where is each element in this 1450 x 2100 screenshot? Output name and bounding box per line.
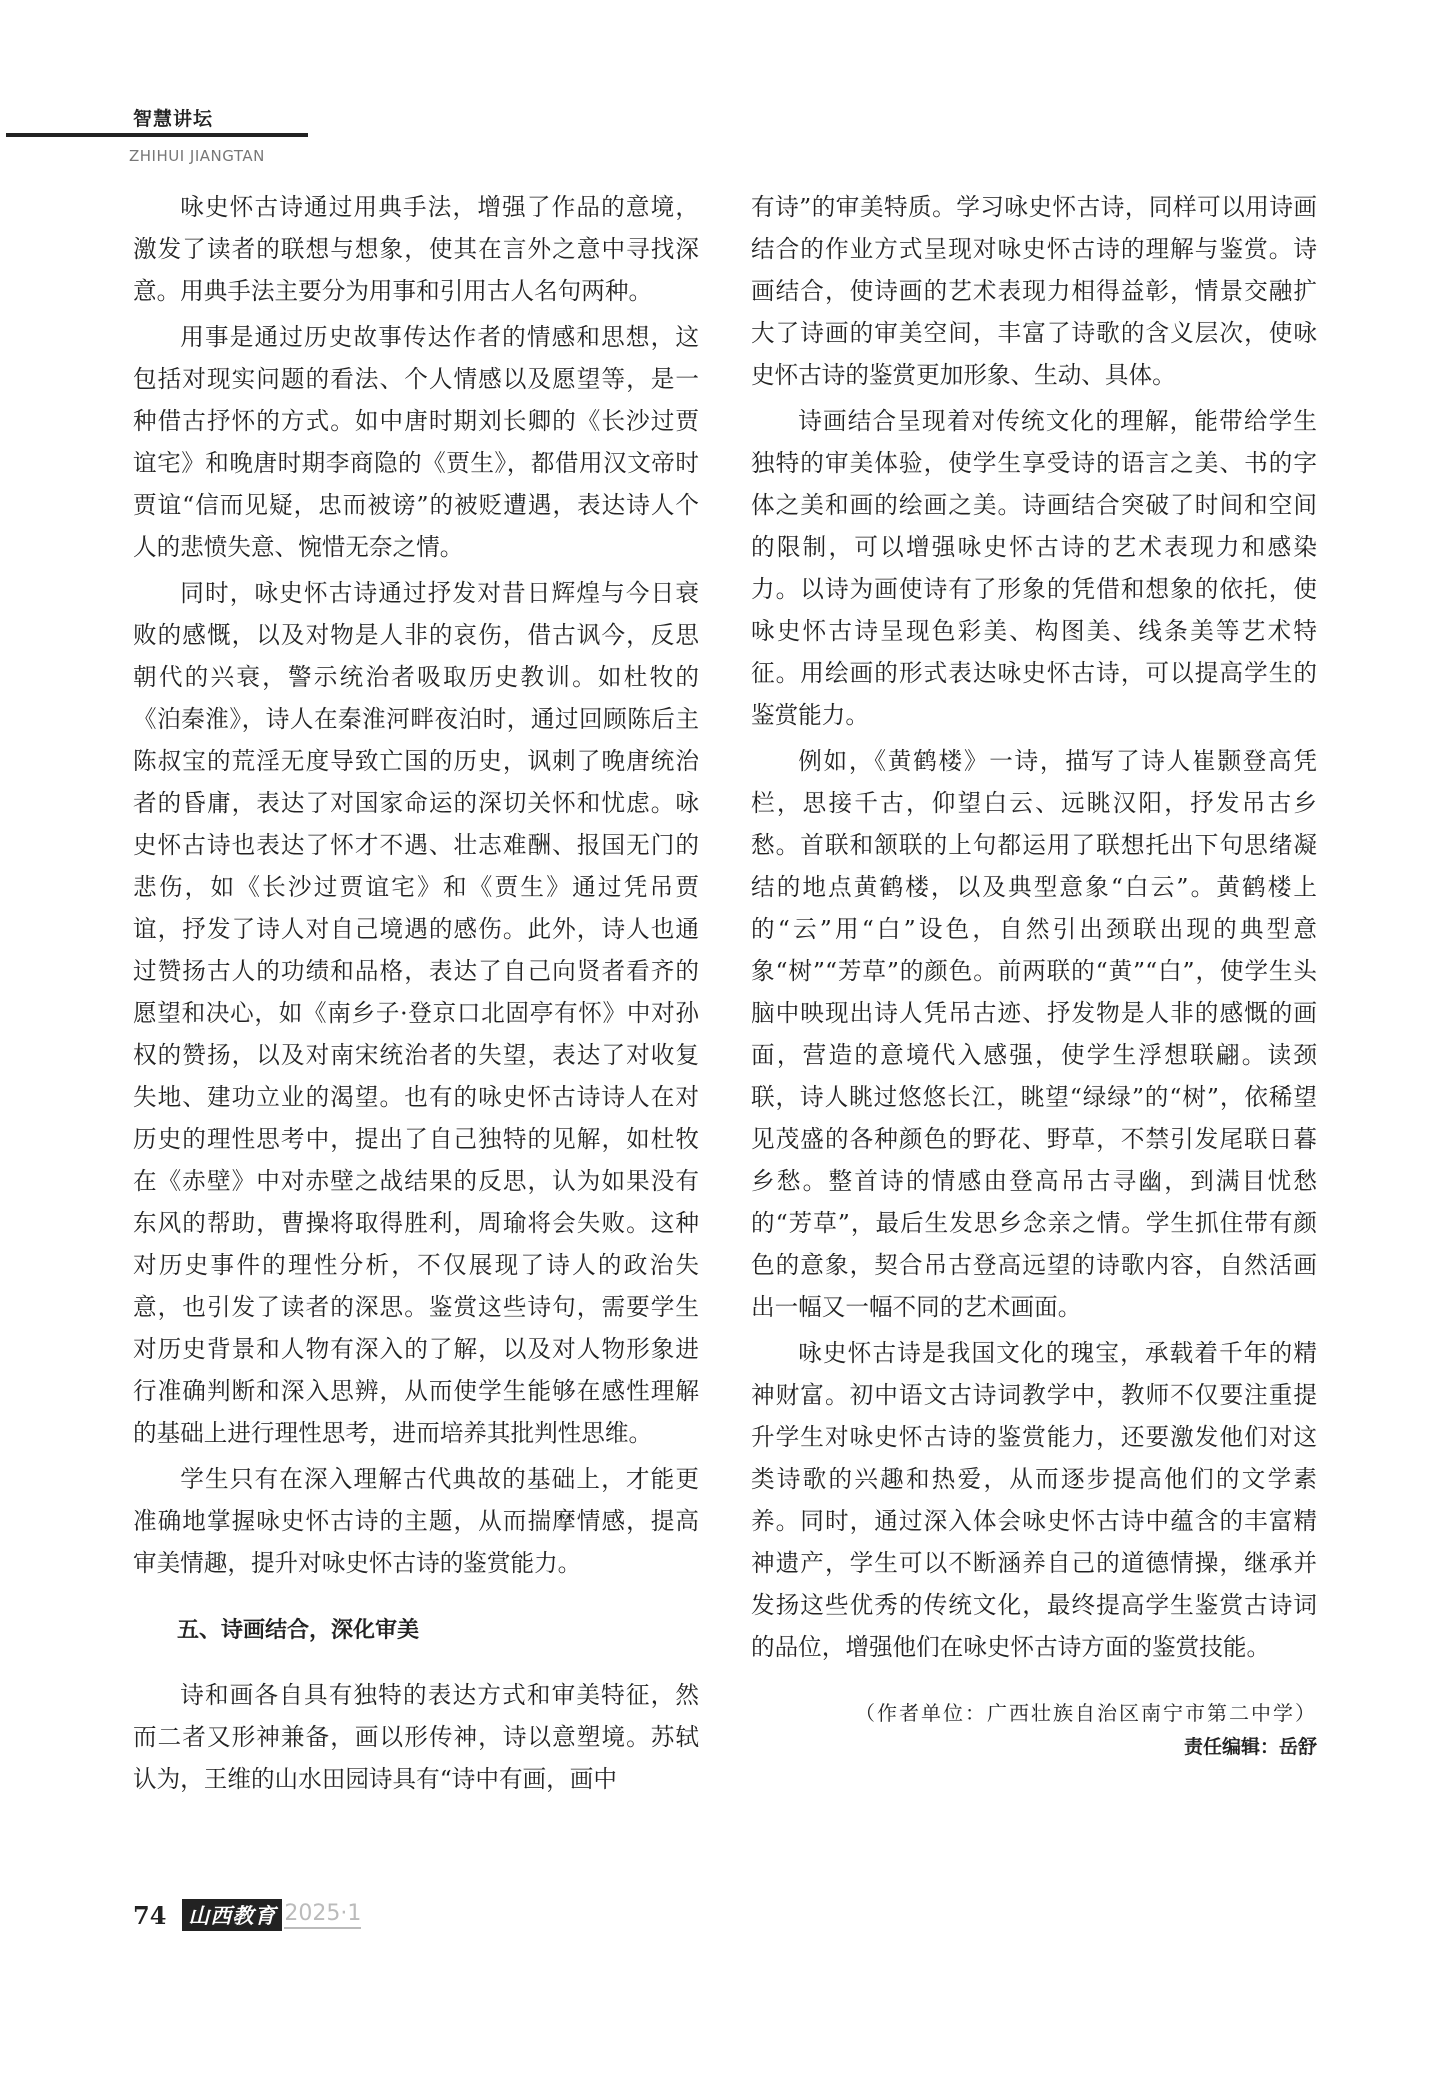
page-number: 74 — [133, 1900, 167, 1930]
header-rule — [6, 133, 308, 137]
paragraph: 诗画结合呈现着对传统文化的理解，能带给学生独特的审美体验，使学生享受诗的语言之美、书的字体之美和画的绘画之美。诗画结合突破了时间和空间的限制，可以增强咏史怀古诗的艺术表现力和感染力。以诗为画使诗有了形象的凭借和想象的依托，使咏史怀古诗呈现色彩美、构图美、线条美等艺术特征。用绘画的形式表达咏史怀古诗，可以提高学生的鉴赏能力。 — [751, 407, 1317, 729]
page-footer — [133, 1898, 361, 1932]
paragraph: 用事是通过历史故事传达作者的情感和思想，这包括对现实问题的看法、个人情感以及愿望等，是一种借古抒怀的方式。如中唐时期刘长卿的《长沙过贾谊宅》和晚唐时期李商隐的《贾生》，都借用汉文帝时贾谊“信而见疑，忠而被谤”的被贬遭遇，表达诗人个人的悲愤失意、惋惜无奈之情。 — [133, 323, 699, 561]
section-subtitle: ZHIHUI JIANGTAN — [129, 147, 265, 165]
paragraph: 例如，《黄鹤楼》一诗，描写了诗人崔颢登高凭栏，思接千古，仰望白云、远眺汉阳，抒发吊古乡愁。首联和颔联的上句都运用了联想托出下句思绪凝结的地点黄鹤楼，以及典型意象“白云”。黄鹤楼上的“云”用“白”设色，自然引出颈联出现的典型意象“树”“芳草”的颜色。前两联的“黄”“白”，使学生头脑中映现出诗人凭吊古迹、抒发物是人非的感慨的画面，营造的意境代入感强，使学生浮想联翩。读颈联，诗人眺过悠悠长江，眺望“绿绿”的“树”，依稀望见茂盛的各种颜色的野花、野草，不禁引发尾联日暮乡愁。整首诗的情感由登高吊古寻幽，到满目忧愁的“芳草”，最后生发思乡念亲之情。学生抓住带有颜色的意象，契合吊古登高远望的诗歌内容，自然活画出一幅又一幅不同的艺术画面。 — [751, 747, 1317, 1321]
issue-number: 2025·1 — [284, 1901, 361, 1929]
right-column — [751, 186, 1317, 1764]
paragraph-continued: 有诗”的审美特质。学习咏史怀古诗，同样可以用诗画结合的作业方式呈现对咏史怀古诗的理解与鉴赏。诗画结合，使诗画的艺术表现力相得益彰，情景交融扩大了诗画的审美空间，丰富了诗歌的含义层次，使咏史怀古诗的鉴赏更加形象、生动、具体。 — [751, 193, 1317, 389]
paragraph: 咏史怀古诗是我国文化的瑰宝，承载着千年的精神财富。初中语文古诗词教学中，教师不仅要注重提升学生对咏史怀古诗的鉴赏能力，还要激发他们对这类诗歌的兴趣和热爱，从而逐步提高他们的文学素养。同时，通过深入体会咏史怀古诗中蕴含的丰富精神遗产，学生可以不断涵养自己的道德情操，继承并发扬这些优秀的传统文化，最终提高学生鉴赏古诗词的品位，增强他们在咏史怀古诗方面的鉴赏技能。 — [751, 1339, 1317, 1661]
responsible-editor: 责任编辑：岳舒 — [1183, 1736, 1317, 1758]
left-column — [133, 186, 699, 1804]
section-heading: 五、诗画结合，深化审美 — [177, 1618, 420, 1643]
author-unit: （作者单位：广西壮族自治区南宁市第二中学） — [855, 1701, 1317, 1725]
section-title: 智慧讲坛 — [133, 108, 214, 130]
paragraph: 诗和画各自具有独特的表达方式和审美特征，然而二者又形神兼备，画以形传神，诗以意塑境。苏轼认为，王维的山水田园诗具有“诗中有画，画中 — [133, 1681, 699, 1793]
paragraph: 咏史怀古诗通过用典手法，增强了作品的意境，激发了读者的联想与想象，使其在言外之意中寻找深意。用典手法主要分为用事和引用古人名句两种。 — [133, 193, 699, 305]
paragraph: 学生只有在深入理解古代典故的基础上，才能更准确地掌握咏史怀古诗的主题，从而揣摩情感，提高审美情趣，提升对咏史怀古诗的鉴赏能力。 — [133, 1465, 699, 1577]
journal-logo: 山西教育 — [182, 1899, 282, 1931]
paragraph: 同时，咏史怀古诗通过抒发对昔日辉煌与今日衰败的感慨，以及对物是人非的哀伤，借古讽今，反思朝代的兴衰，警示统治者吸取历史教训。如杜牧的《泊秦淮》，诗人在秦淮河畔夜泊时，通过回顾陈后主陈叔宝的荒淫无度导致亡国的历史，讽刺了晚唐统治者的昏庸，表达了对国家命运的深切关怀和忧虑。咏史怀古诗也表达了怀才不遇、壮志难酬、报国无门的悲伤，如《长沙过贾谊宅》和《贾生》通过凭吊贾谊，抒发了诗人对自己境遇的感伤。此外，诗人也通过赞扬古人的功绩和品格，表达了自己向贤者看齐的愿望和决心，如《南乡子·登京口北固亭有怀》中对孙权的赞扬，以及对南宋统治者的失望，表达了对收复失地、建功立业的渴望。也有的咏史怀古诗诗人在对历史的理性思考中，提出了自己独特的见解，如杜牧在《赤壁》中对赤壁之战结果的反思，认为如果没有东风的帮助，曹操将取得胜利，周瑜将会失败。这种对历史事件的理性分析，不仅展现了诗人的政治失意，也引发了读者的深思。鉴赏这些诗句，需要学生对历史背景和人物有深入的了解，以及对人物形象进行准确判断和深入思辨，从而使学生能够在感性理解的基础上进行理性思考，进而培养其批判性思维。 — [133, 579, 699, 1447]
